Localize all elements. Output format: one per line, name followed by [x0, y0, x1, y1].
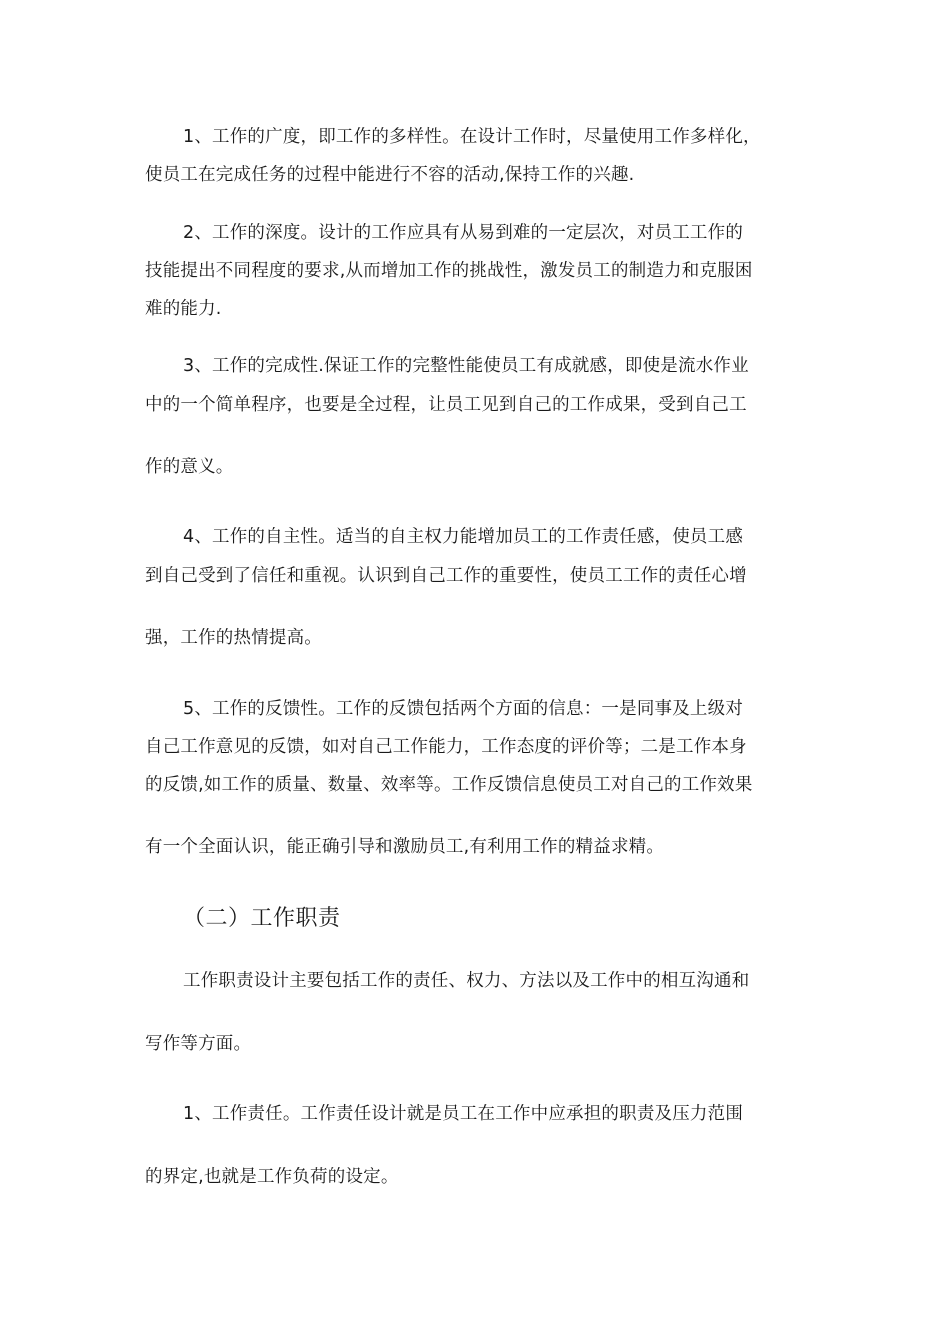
- paragraph-1-line-1: 1、工作的广度，即工作的多样性。在设计工作时，尽量使用工作多样化，: [183, 127, 761, 147]
- paragraph-5-line-3: 的反馈,如工作的质量、数量、效率等。工作反馈信息使员工对自己的工作效果: [145, 775, 753, 795]
- paragraph-1-line-2: 使员工在完成任务的过程中能进行不容的活动,保持工作的兴趣.: [145, 165, 635, 185]
- section-paragraph-1-line-1: 工作职责设计主要包括工作的责任、权力、方法以及工作中的相互沟通和: [183, 971, 750, 991]
- paragraph-2-line-1: 2、工作的深度。设计的工作应具有从易到难的一定层次，对员工工作的: [183, 223, 744, 243]
- paragraph-5-line-2: 自己工作意见的反馈，如对自己工作能力，工作态度的评价等；二是工作本身: [145, 737, 747, 757]
- paragraph-2-line-2: 技能提出不同程度的要求,从而增加工作的挑战性，激发员工的制造力和克服困: [145, 261, 753, 281]
- paragraph-5-line-4: 有一个全面认识，能正确引导和激励员工,有利用工作的精益求精。: [145, 837, 665, 857]
- paragraph-4-line-3: 强，工作的热情提高。: [145, 628, 322, 648]
- paragraph-2-line-3: 难的能力.: [145, 299, 222, 319]
- section-heading: （二）工作职责: [183, 906, 341, 931]
- section-paragraph-2-line-1: 1、工作责任。工作责任设计就是员工在工作中应承担的职责及压力范围: [183, 1104, 744, 1124]
- section-paragraph-1-line-2: 写作等方面。: [145, 1034, 252, 1054]
- paragraph-3-line-1: 3、工作的完成性.保证工作的完整性能使员工有成就感，即使是流水作业: [183, 356, 749, 376]
- paragraph-4-line-1: 4、工作的自主性。适当的自主权力能增加员工的工作责任感，使员工感: [183, 527, 744, 547]
- section-paragraph-2-line-2: 的界定,也就是工作负荷的设定。: [145, 1167, 399, 1187]
- paragraph-3-line-2: 中的一个简单程序，也要是全过程，让员工见到自己的工作成果，受到自己工: [145, 395, 747, 415]
- paragraph-3-line-3: 作的意义。: [145, 457, 234, 477]
- paragraph-5-line-1: 5、工作的反馈性。工作的反馈包括两个方面的信息：一是同事及上级对: [183, 699, 744, 719]
- paragraph-4-line-2: 到自己受到了信任和重视。认识到自己工作的重要性，使员工工作的责任心增: [145, 566, 747, 586]
